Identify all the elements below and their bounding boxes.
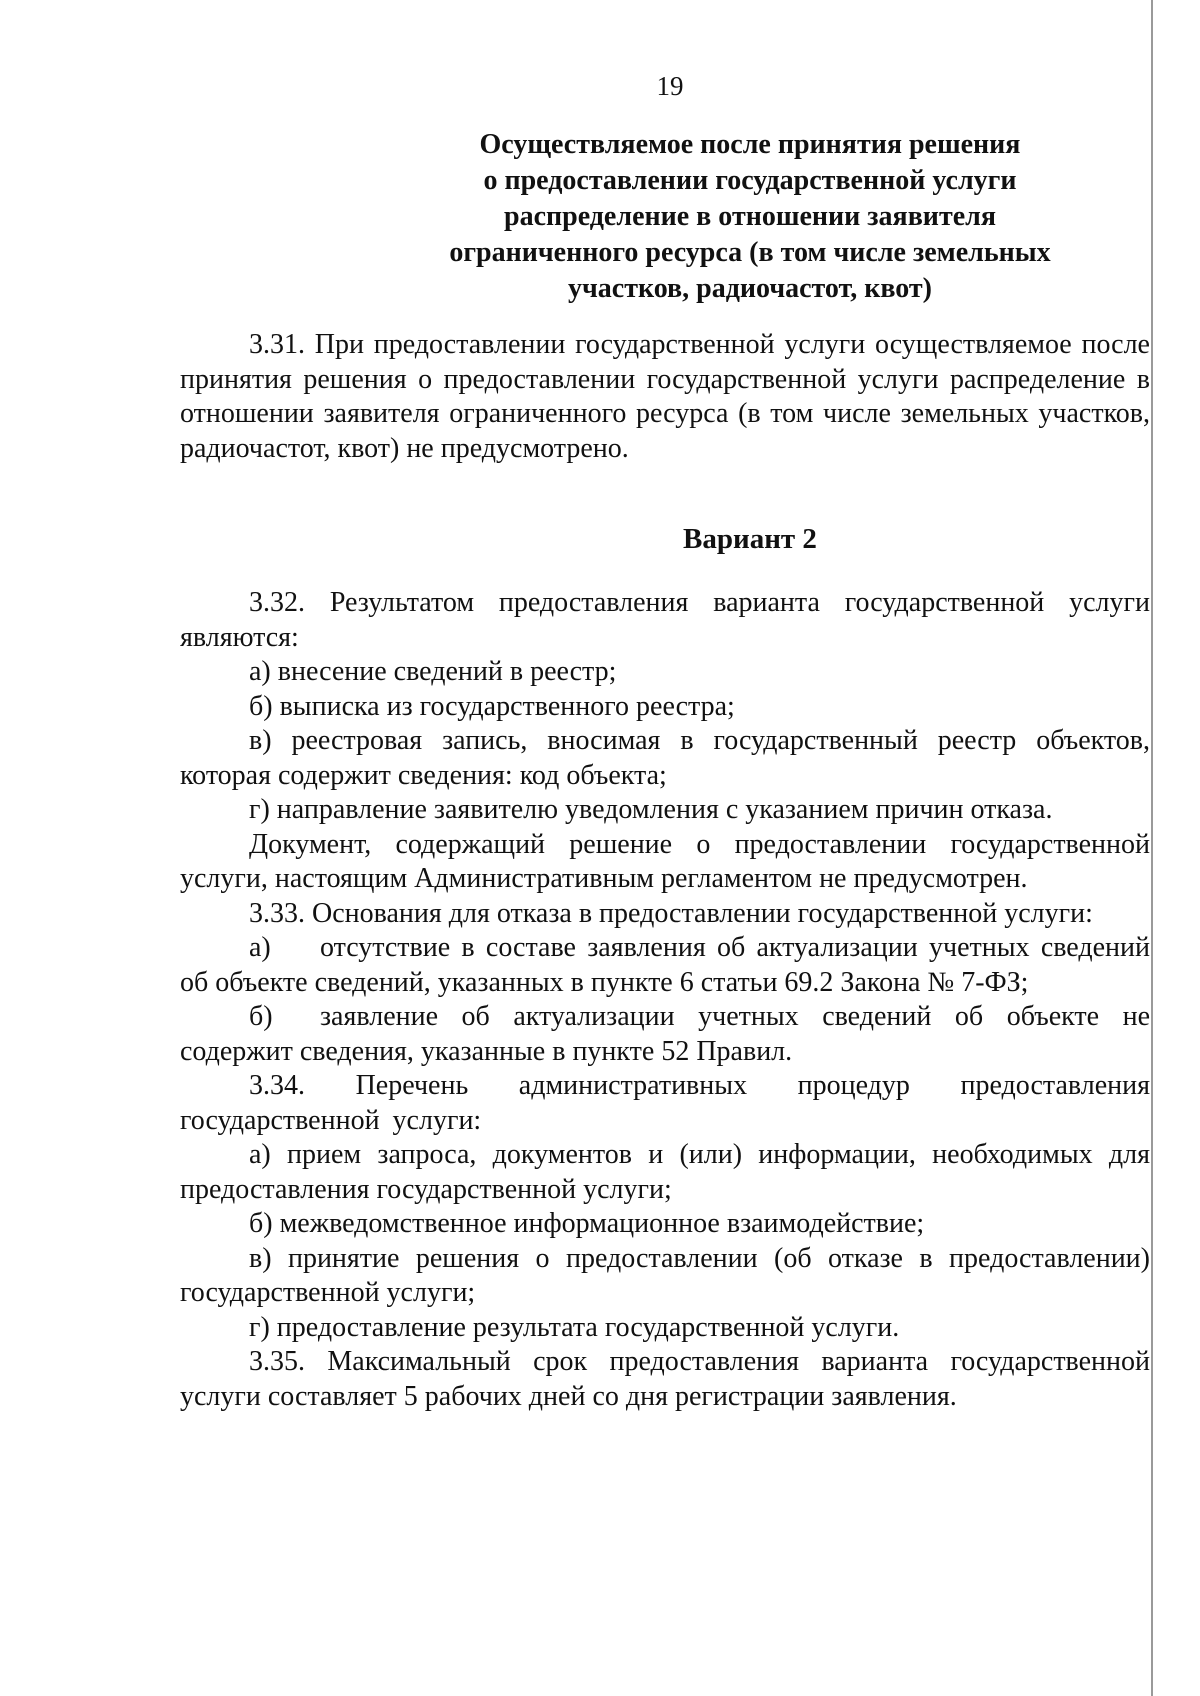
list-item [180,1000,1150,1069]
list-item: а) внесение сведений в реестр; [249,656,617,687]
page-number: 19 [656,71,684,101]
variant-2-body [180,586,1150,1414]
section-heading-line: распределение в отношении заявителя [504,201,996,232]
paragraph-3-34-intro: 3.34. Перечень административных процедур предоставления государственной услуги: [180,1070,1150,1136]
paragraph-block-3-31 [180,328,1150,466]
list-item [180,931,1150,1000]
list-item: а) прием запроса, документов и (или) информации, необходимых для предоставления государственной услуги; [180,1139,1150,1205]
list-item: в) реестровая запись, вносимая в государственный реестр объектов, которая содержит сведения: код объекта; [180,725,1150,791]
paragraph-3-32-note: Документ, содержащий решение о предоставлении государственной услуги, настоящим Административным регламентом не предусмотрен. [180,828,1150,894]
section-heading-line: участков, радиочастот, квот) [568,273,932,304]
paragraph-3-33-intro: 3.33. Основания для отказа в предоставлении государственной услуги: [249,897,1093,929]
list-item: г) направление заявителю уведомления с указанием причин отказа. [249,794,1053,825]
section-heading-line: о предоставлении государственной услуги [483,165,1017,196]
list-item-marker: а) [249,932,271,963]
list-item: г) предоставление результата государственной услуги. [249,1311,900,1343]
list-item-marker: б) [249,1001,273,1032]
section-heading [340,127,1160,307]
list-item-text: отсутствие в составе заявления об актуализации учетных сведений об объекте сведений, указанных в пункте 6 статьи 69.2 Закона № 7-ФЗ; [180,932,1150,998]
paragraph-3-31: 3.31. При предоставлении государственной услуги осуществляемое после принятия решения о предоставлении государственной услуги распределение в отношении заявителя ограниченного ресурса (в том числе земельных участков, радиочастот, квот) не предусмотрено. [180,329,1150,464]
variant-heading: Вариант 2 [683,523,817,555]
list-item: в) принятие решения о предоставлении (об отказе в предоставлении) государственной услуги; [180,1242,1150,1308]
list-item-text: заявление об актуализации учетных сведений об объекте не содержит сведения, указанные в пункте 52 Правил. [180,1001,1150,1067]
paragraph-3-32-intro: 3.32. Результатом предоставления варианта государственной услуги являются: [180,587,1150,653]
list-item: б) выписка из государственного реестра; [249,690,735,722]
paragraph-3-35: 3.35. Максимальный срок предоставления варианта государственной услуги составляет 5 рабочих дней со дня регистрации заявления. [180,1346,1150,1412]
section-heading-line: Осуществляемое после принятия решения [479,129,1021,160]
section-heading-line: ограниченного ресурса (в том числе земельных [449,237,1051,268]
list-item: б) межведомственное информационное взаимодействие; [249,1208,925,1239]
